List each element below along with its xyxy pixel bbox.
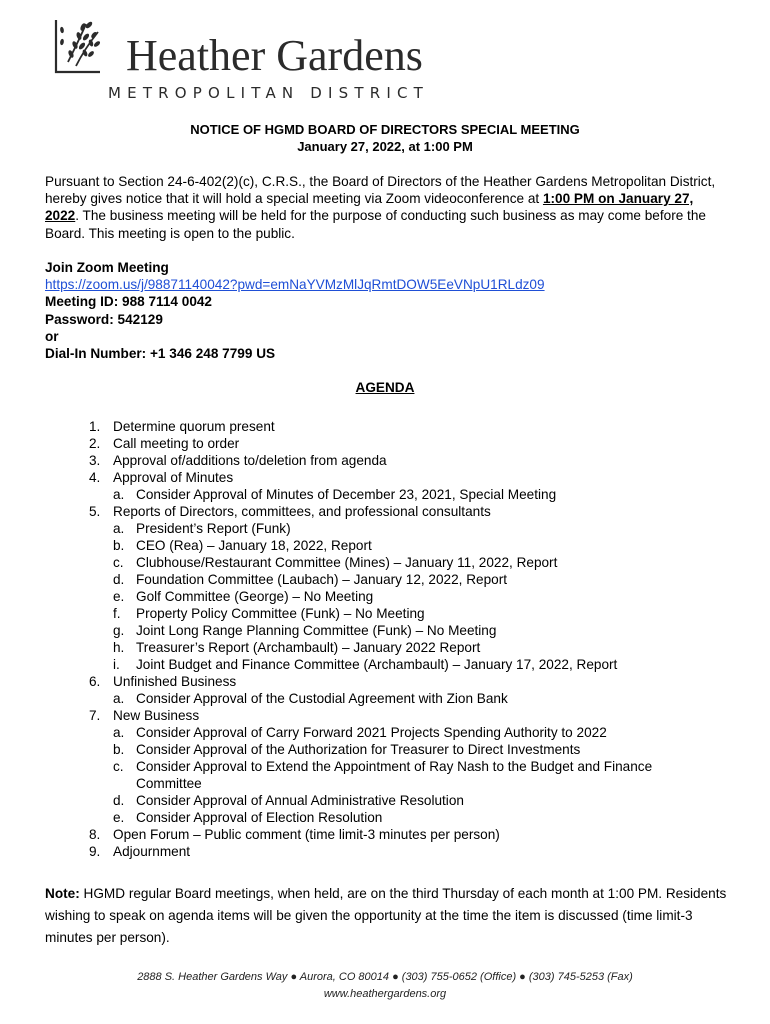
agenda-item-text: Call meeting to order (113, 436, 240, 451)
agenda-item (0, 673, 770, 690)
agenda-item-text: Treasurer’s Report (Archambault) – January 2022 Report (136, 640, 481, 655)
agenda-item-text: President’s Report (Funk) (136, 521, 291, 536)
agenda-item-number: 9. (89, 844, 101, 859)
agenda-item-text: Consider Approval to Extend the Appointment of Ray Nash to the Budget and Finance (136, 759, 653, 774)
agenda-item-number: i. (113, 657, 120, 672)
meeting-password: Password: 542129 (45, 312, 163, 327)
agenda-subitem (0, 571, 770, 588)
agenda-item-text: Consider Approval of Annual Administrative Resolution (136, 793, 464, 808)
agenda-subitem (0, 724, 770, 741)
agenda-item-text: Consider Approval of Election Resolution (136, 810, 383, 825)
agenda-item-number: b. (113, 742, 125, 757)
agenda-item-number: h. (113, 640, 125, 655)
agenda-item-number: c. (113, 759, 124, 774)
zoom-title: Join Zoom Meeting (45, 260, 169, 275)
intro-date-time: 1:00 PM on January 27, 2022 (45, 191, 694, 224)
agenda-item-number: 3. (89, 453, 101, 468)
agenda-item-number: a. (113, 691, 125, 706)
agenda-subitem (0, 741, 770, 758)
note-label: Note: (45, 886, 80, 901)
agenda-item-text: Determine quorum present (113, 419, 275, 434)
agenda-item-text: Open Forum – Public comment (time limit-3 minutes per person) (113, 827, 500, 842)
agenda-item-number: a. (113, 725, 125, 740)
agenda-item-number: f. (113, 606, 121, 621)
agenda-item-text: Property Policy Committee (Funk) – No Meeting (136, 606, 425, 621)
agenda-item-text: Committee (136, 776, 202, 791)
agenda-list (0, 418, 770, 860)
agenda-item-number: e. (113, 810, 125, 825)
agenda-item (0, 452, 770, 469)
agenda-subitem (0, 775, 770, 792)
logo-name: Heather Gardens (126, 31, 423, 80)
agenda-subitem (0, 639, 770, 656)
note-text: HGMD regular Board meetings, when held, are on the third Thursday of each month at 1:00 PM. Residents wishing to speak on agenda items will be given the opportunity at the time the item is discussed (time limit-3 minutes per person). (45, 886, 727, 945)
agenda-subitem (0, 537, 770, 554)
agenda-subitem (0, 792, 770, 809)
agenda-item-text: Joint Long Range Planning Committee (Funk) – No Meeting (136, 623, 497, 638)
agenda-item-number: 4. (89, 470, 101, 485)
agenda-item-text: Approval of Minutes (113, 470, 234, 485)
agenda-item-number: 2. (89, 436, 101, 451)
agenda-item-text: Consider Approval of Minutes of December 23, 2021, Special Meeting (136, 487, 557, 502)
agenda-subitem (0, 554, 770, 571)
agenda-item-number: d. (113, 793, 125, 808)
agenda-subitem (0, 520, 770, 537)
agenda-item-number: a. (113, 521, 125, 536)
agenda-item-number: b. (113, 538, 125, 553)
zoom-link[interactable]: https://zoom.us/j/98871140042?pwd=emNaYVMzMlJqRmtDOW5EeVNpU1RLdz09 (45, 277, 545, 292)
agenda-subitem (0, 486, 770, 503)
agenda-subitem (0, 605, 770, 622)
logo-subtitle: METROPOLITAN DISTRICT (108, 84, 430, 102)
agenda-item-text: Joint Budget and Finance Committee (Archambault) – January 17, 2022, Report (136, 657, 618, 672)
agenda-item-text: New Business (113, 708, 200, 723)
agenda-item-text: Reports of Directors, committees, and professional consultants (113, 504, 491, 519)
agenda-title: AGENDA (355, 380, 415, 395)
agenda-item-number: c. (113, 555, 124, 570)
agenda-item-text: Consider Approval of the Authorization for Treasurer to Direct Investments (136, 742, 581, 757)
agenda-item-number: 7. (89, 708, 101, 723)
agenda-subitem (0, 809, 770, 826)
intro-text-end: . The business meeting will be held for the purpose of conducting such business as may come before the Board. This meeting is open to the public. (45, 208, 706, 241)
agenda-item-number: 6. (89, 674, 101, 689)
notice-date: January 27, 2022, at 1:00 PM (297, 139, 473, 154)
intro-text: Pursuant to Section 24-6-402(2)(c), C.R.S., the Board of Directors of the Heather Gardens Metropolitan District, hereby gives notice that it will hold a special meeting via Zoom videoconference at (45, 174, 716, 207)
meeting-id: Meeting ID: 988 7114 0042 (45, 294, 212, 309)
or-text: or (45, 329, 59, 344)
dial-in-number: Dial-In Number: +1 346 248 7799 US (45, 346, 276, 361)
agenda-item-number: 1. (89, 419, 101, 434)
agenda-item-text: CEO (Rea) – January 18, 2022, Report (136, 538, 372, 553)
notice-title: NOTICE OF HGMD BOARD OF DIRECTORS SPECIAL MEETING (190, 122, 580, 137)
agenda-item (0, 435, 770, 452)
agenda-item-text: Golf Committee (George) – No Meeting (136, 589, 374, 604)
agenda-item-text: Clubhouse/Restaurant Committee (Mines) – January 11, 2022, Report (136, 555, 558, 570)
agenda-item-number: 5. (89, 504, 101, 519)
agenda-item (0, 707, 770, 724)
agenda-item (0, 503, 770, 520)
footer-address: 2888 S. Heather Gardens Way ● Aurora, CO 80014 ● (303) 755-0652 (Office) ● (303) 745-5253 (Fax) (137, 971, 633, 983)
logo (50, 14, 490, 106)
agenda-subitem (0, 758, 770, 775)
agenda-item-text: Unfinished Business (113, 674, 237, 689)
intro-paragraph (45, 173, 725, 242)
footer-website: www.heathergardens.org (323, 988, 447, 1000)
agenda-item-text: Adjournment (113, 844, 191, 859)
heather-sprig-icon (50, 16, 112, 78)
agenda-item-number: g. (113, 623, 125, 638)
agenda-item-text: Consider Approval of Carry Forward 2021 Projects Spending Authority to 2022 (136, 725, 607, 740)
agenda-item-text: Consider Approval of the Custodial Agreement with Zion Bank (136, 691, 508, 706)
agenda-item (0, 418, 770, 435)
agenda-item (0, 826, 770, 843)
agenda-item (0, 469, 770, 486)
agenda-item-number: 8. (89, 827, 101, 842)
agenda-subitem (0, 588, 770, 605)
agenda-item-number: e. (113, 589, 125, 604)
note-paragraph (45, 883, 735, 949)
agenda-item-number: d. (113, 572, 125, 587)
agenda-item-text: Foundation Committee (Laubach) – January 12, 2022, Report (136, 572, 508, 587)
agenda-subitem (0, 690, 770, 707)
agenda-item (0, 843, 770, 860)
agenda-subitem (0, 656, 770, 673)
agenda-item-text: Approval of/additions to/deletion from agenda (113, 453, 387, 468)
agenda-subitem (0, 622, 770, 639)
agenda-item-number: a. (113, 487, 125, 502)
